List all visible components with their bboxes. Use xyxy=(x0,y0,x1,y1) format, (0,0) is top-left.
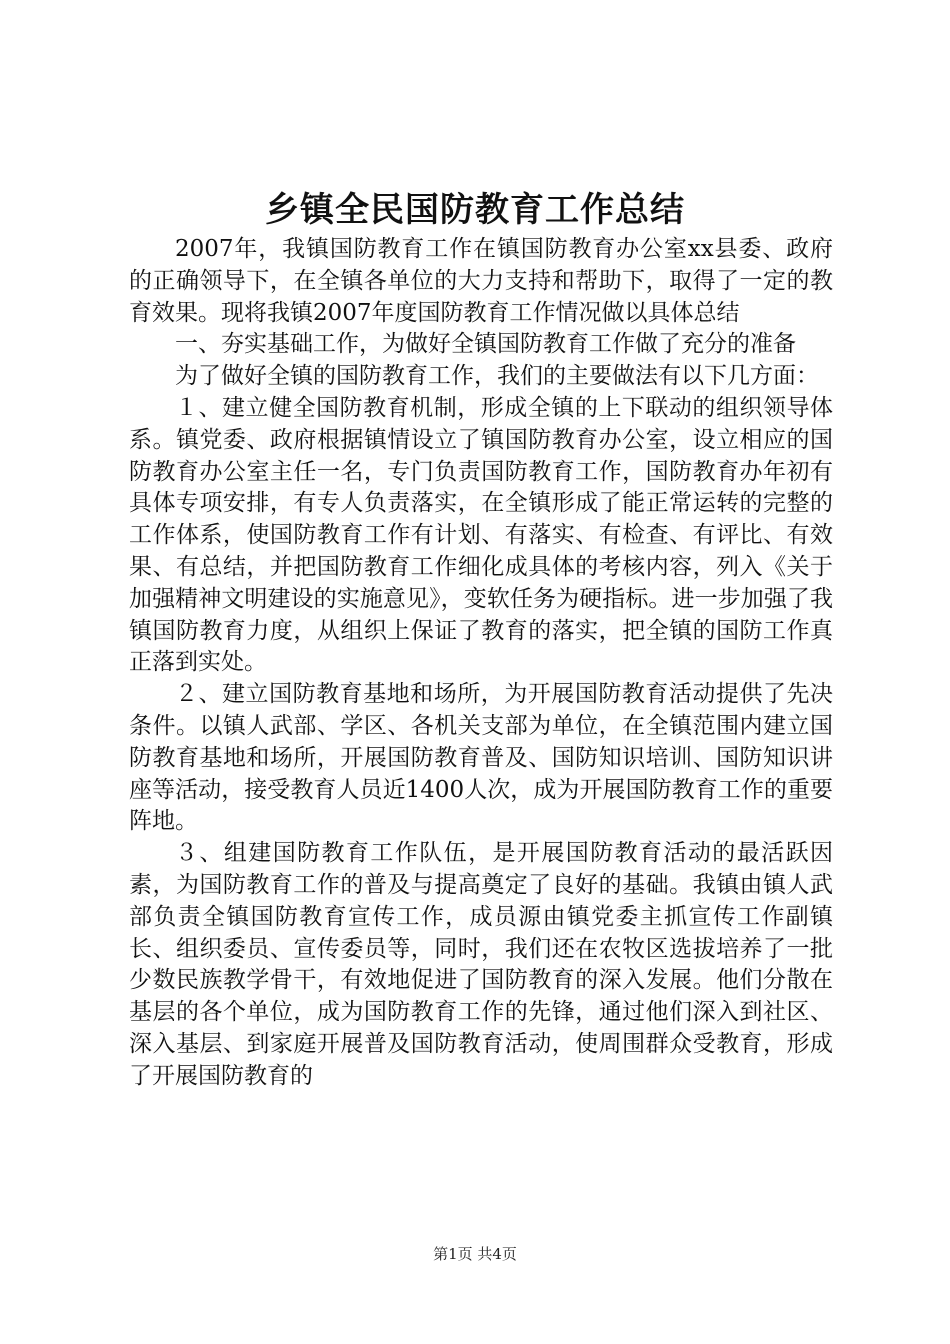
paragraph-methods-intro: 为了做好全镇的国防教育工作，我们的主要做法有以下几方面： xyxy=(175,363,819,390)
section-heading-1: 一、夯实基础工作，为做好全镇国防教育工作做了充分的准备 xyxy=(175,331,796,358)
paragraph-item-1: １、建立健全国防教育机制，形成全镇的上下联动的组织领导体系。镇党委、政府根据镇情设立了镇国防教育办公室，设立相应的国防教育办公室主任一名，专门负责国防教育工作，国防教育办年初有具体专项安排，有专人负责落实，在全镇形成了能正常运转的完整的工作体系，使国防教育工作有计划、有落实、有检查、有评比、有效果、有总结，并把国防教育工作细化成具体的考核内容，列入《关于加强精神文明建设的实施意见》，变软任务为硬指标。进一步加强了我镇国防教育力度，从组织上保证了教育的落实，把全镇的国防工作真正落到实处。 xyxy=(129,394,833,676)
document-body xyxy=(129,234,833,1093)
paragraph-item-3: ３、组建国防教育工作队伍，是开展国防教育活动的最活跃因素，为国防教育工作的普及与提高奠定了良好的基础。我镇由镇人武部负责全镇国防教育宣传工作，成员源由镇党委主抓宣传工作副镇长、组织委员、宣传委员等，同时，我们还在农牧区选拔培养了一批少数民族教学骨干，有效地促进了国防教育的深入发展。他们分散在基层的各个单位，成为国防教育工作的先锋，通过他们深入到社区、深入基层、到家庭开展普及国防教育活动，使周围群众受教育，形成了开展国防教育的 xyxy=(129,840,833,1089)
paragraph-item-2: ２、建立国防教育基地和场所，为开展国防教育活动提供了先决条件。以镇人武部、学区、各机关支部为单位，在全镇范围内建立国防教育基地和场所，开展国防教育普及、国防知识培训、国防知识讲座等活动，接受教育人员近1400人次，成为开展国防教育工作的重要阵地。 xyxy=(129,681,833,835)
document-title: 乡镇全民国防教育工作总结 xyxy=(265,190,685,230)
page-footer: 第1页 共4页 xyxy=(433,1245,517,1263)
paragraph-intro: 2007年，我镇国防教育工作在镇国防教育办公室xx县委、政府的正确领导下，在全镇各单位的大力支持和帮助下，取得了一定的教育效果。现将我镇2007年度国防教育工作情况做以具体总结 xyxy=(129,236,833,326)
